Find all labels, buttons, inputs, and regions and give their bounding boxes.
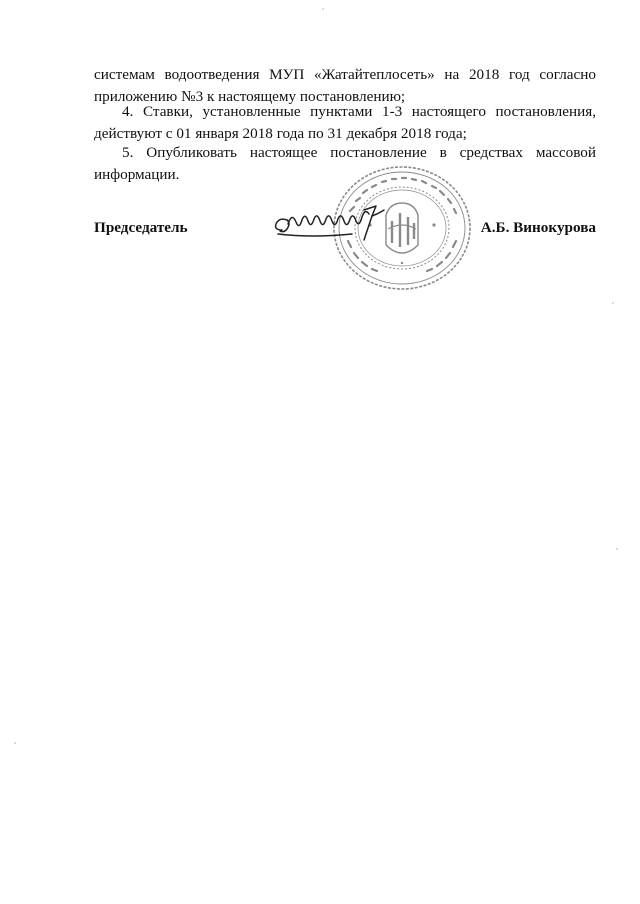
scan-artifact (322, 8, 324, 10)
paragraph-item-5: 5. Опубликовать настоящее постановление в средствах массовой информации. (94, 144, 596, 183)
scan-artifact (616, 548, 618, 550)
paragraph-continuation: системам водоотведения МУП «Жатайтеплосеть» на 2018 год согласно приложению №3 к настоящему постановлению; (94, 66, 596, 105)
signatory-name: А.Б. Винокурова (480, 219, 596, 236)
paragraph-item-4: 4. Ставки, установленные пунктами 1-3 настоящего постановления, действуют с 01 января 2018 года по 31 декабря 2018 года; (94, 103, 596, 142)
scan-artifact (14, 742, 16, 744)
signatory-position: Председатель (94, 219, 188, 236)
handwritten-signature-icon (272, 200, 390, 244)
scan-artifact (612, 302, 614, 304)
